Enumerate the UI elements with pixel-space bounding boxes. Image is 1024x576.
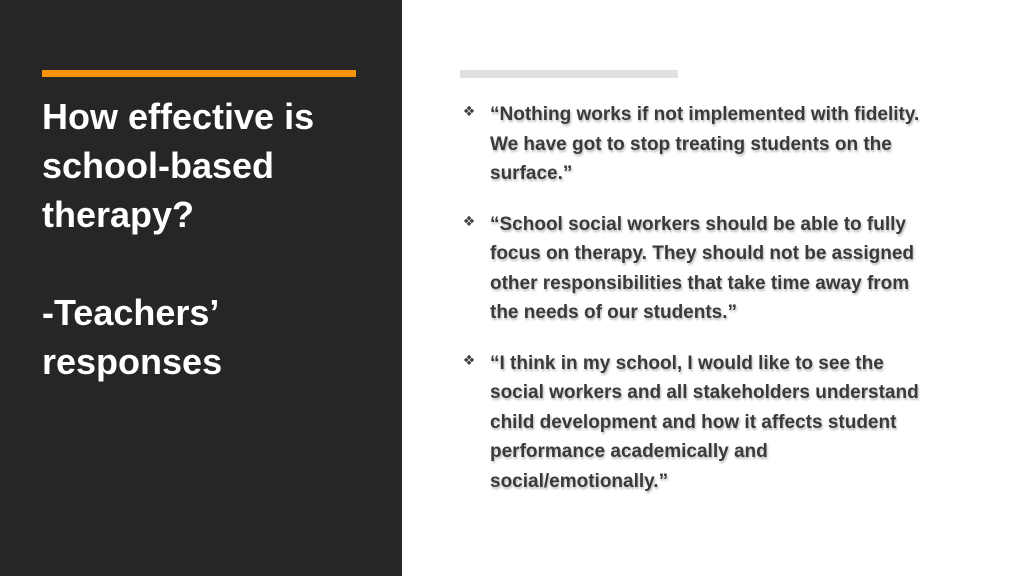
quote-line: focus on therapy. They should not be assigned — [490, 243, 915, 264]
title-line: school-based — [42, 145, 275, 186]
title-line: responses — [42, 341, 223, 382]
quote-line: child development and how it affects student — [490, 411, 897, 433]
quote-line: other responsibilities that take time away from — [490, 272, 910, 294]
title-line: -Teachers’ — [42, 292, 220, 333]
quote-line: performance academically and — [490, 441, 768, 462]
quote-text — [490, 210, 1000, 328]
accent-bar — [42, 70, 356, 77]
slide-title — [42, 92, 382, 386]
quote-line: social workers and all stakeholders understand — [490, 382, 919, 403]
quote-line: the needs of our students.” — [490, 302, 738, 323]
diamond-bullet-icon: ❖ — [462, 212, 476, 229]
diamond-bullet-icon: ❖ — [462, 103, 476, 119]
quote-list — [460, 100, 1000, 517]
title-spacer — [42, 239, 382, 288]
quote-text — [490, 100, 1000, 189]
quote-item — [460, 100, 1000, 189]
left-panel — [0, 0, 402, 576]
diamond-bullet-icon: ❖ — [462, 351, 476, 368]
quote-item — [460, 349, 1000, 497]
right-panel — [402, 0, 1024, 576]
quote-line: surface.” — [490, 163, 573, 184]
title-line: How effective is — [42, 96, 315, 137]
title-line: therapy? — [42, 194, 195, 235]
quote-line: “Nothing works if not implemented with fidelity. — [490, 104, 920, 125]
quote-line: “School social workers should be able to fully — [490, 213, 906, 235]
quote-line: social/emotionally.” — [490, 470, 669, 492]
quote-line: “I think in my school, I would like to see the — [490, 352, 884, 374]
quote-text — [490, 349, 1000, 497]
top-rule — [460, 70, 678, 78]
quote-line: We have got to stop treating students on the — [490, 133, 892, 155]
quote-item — [460, 210, 1000, 328]
